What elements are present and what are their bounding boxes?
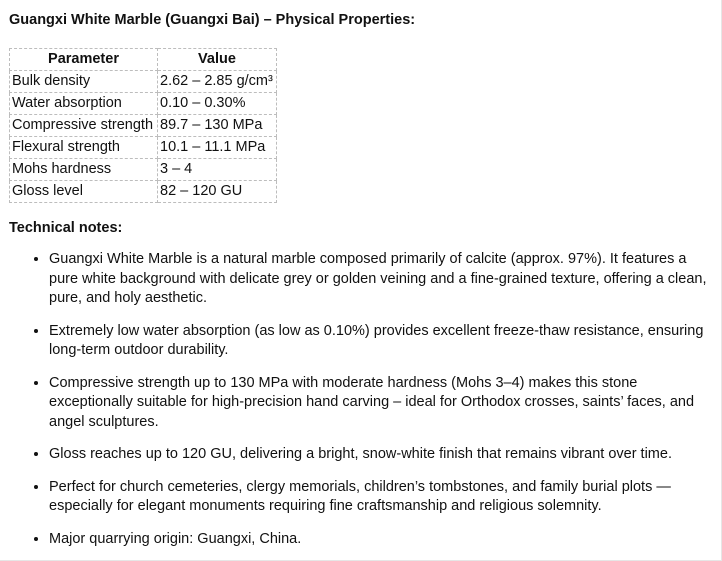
- cell-value: 3 – 4: [158, 159, 277, 181]
- header-value: Value: [158, 49, 277, 71]
- table-row: [10, 181, 277, 203]
- table-row: [10, 93, 277, 115]
- cell-value: 10.1 – 11.1 MPa: [158, 137, 277, 159]
- page-title: Guangxi White Marble (Guangxi Bai) – Physical Properties:: [9, 12, 416, 28]
- cell-parameter: Water absorption: [10, 93, 158, 115]
- table-row: [10, 71, 277, 93]
- properties-table: [9, 48, 277, 203]
- cell-value: 0.10 – 0.30%: [158, 93, 277, 115]
- list-item: • Gloss reaches up to 120 GU, delivering a bright, snow-white finish that remains vibrant over time.: [49, 445, 709, 465]
- cell-parameter: Flexural strength: [10, 137, 158, 159]
- notes-list: [9, 250, 709, 549]
- cell-value: 82 – 120 GU: [158, 181, 277, 203]
- table-row: [10, 115, 277, 137]
- list-item: • Guangxi White Marble is a natural marble composed primarily of calcite (approx. 97%). It features a pure white background with delicate grey or golden veining and a fine-grained texture, offering a clean, pure, and holy aesthetic.: [49, 250, 709, 309]
- list-item: • Major quarrying origin: Guangxi, China.: [49, 530, 709, 550]
- list-item: • Perfect for church cemeteries, clergy memorials, children’s tombstones, and family burial plots — especially for elegant monuments requiring fine craftsmanship and religious solemnity.: [49, 478, 709, 517]
- cell-value: 89.7 – 130 MPa: [158, 115, 277, 137]
- table-row: [10, 159, 277, 181]
- cell-parameter: Compressive strength: [10, 115, 158, 137]
- notes-heading: Technical notes:: [9, 220, 123, 236]
- document-content: [9, 10, 709, 549]
- header-parameter: Parameter: [10, 49, 158, 71]
- cell-parameter: Mohs hardness: [10, 159, 158, 181]
- cell-parameter: Gloss level: [10, 181, 158, 203]
- list-item: • Extremely low water absorption (as low as 0.10%) provides excellent freeze-thaw resistance, ensuring long-term outdoor durability.: [49, 322, 709, 361]
- list-item: • Compressive strength up to 130 MPa with moderate hardness (Mohs 3–4) makes this stone exceptionally suitable for high-precision hand carving – ideal for Orthodox crosses, saints’ faces, and angel sculptures.: [49, 374, 709, 433]
- cell-value: 2.62 – 2.85 g/cm³: [158, 71, 277, 93]
- cell-parameter: Bulk density: [10, 71, 158, 93]
- table-row: [10, 137, 277, 159]
- table-header-row: [10, 49, 277, 71]
